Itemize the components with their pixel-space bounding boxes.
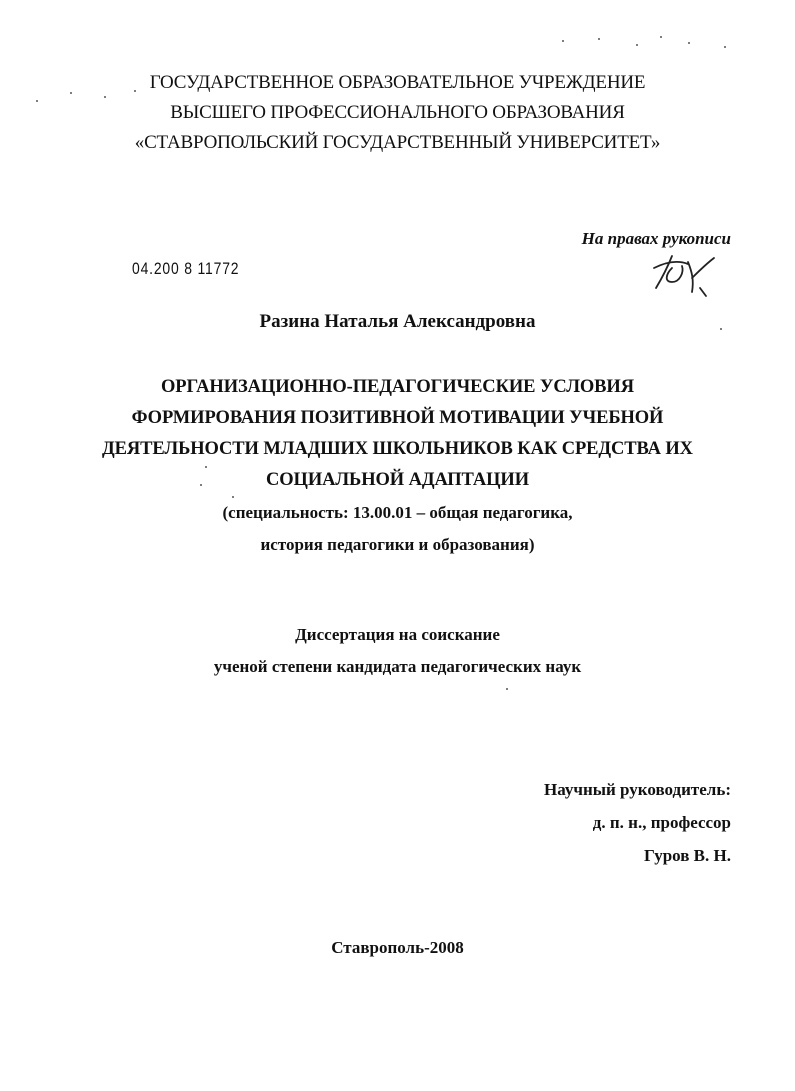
specialty-line-2: история педагогики и образования): [260, 535, 535, 554]
supervisor-rank: д. п. н., профессор: [592, 813, 731, 832]
scan-speck: [598, 38, 600, 40]
scan-speck: [636, 44, 638, 46]
institution-line-1: ГОСУДАРСТВЕННОЕ ОБРАЗОВАТЕЛЬНОЕ УЧРЕЖДЕНИЕ: [149, 72, 646, 93]
registration-stamp: 04.200 8 11772: [132, 259, 240, 278]
title-line-3: ДЕЯТЕЛЬНОСТИ МЛАДШИХ ШКОЛЬНИКОВ КАК СРЕДСТВА ИХ: [102, 439, 693, 459]
supervisor-label: Научный руководитель:: [544, 780, 731, 799]
scan-speck: [724, 46, 726, 48]
author-name: Разина Наталья Александровна: [259, 311, 536, 332]
scan-speck: [104, 96, 106, 98]
degree-line-2: ученой степени кандидата педагогических наук: [213, 657, 582, 676]
supervisor-name: Гуров В. Н.: [644, 846, 731, 865]
scan-speck: [506, 688, 508, 690]
scan-speck: [232, 496, 234, 498]
title-line-4: СОЦИАЛЬНОЙ АДАПТАЦИИ: [265, 470, 530, 490]
institution-line-2: ВЫСШЕГО ПРОФЕССИОНАЛЬНОГО ОБРАЗОВАНИЯ: [170, 102, 625, 123]
scan-speck: [562, 40, 564, 42]
scan-speck: [688, 42, 690, 44]
scan-speck: [660, 36, 662, 38]
manuscript-note: На правах рукописи: [581, 229, 731, 248]
specialty-line-1: (специальность: 13.00.01 – общая педагогика,: [222, 503, 573, 522]
scan-speck: [205, 466, 207, 468]
title-line-2: ФОРМИРОВАНИЯ ПОЗИТИВНОЙ МОТИВАЦИИ УЧЕБНОЙ: [131, 408, 664, 428]
signature-icon: [648, 248, 720, 298]
degree-line-1: Диссертация на соискание: [295, 625, 500, 644]
place-year: Ставрополь-2008: [331, 938, 464, 957]
institution-line-3: «СТАВРОПОЛЬСКИЙ ГОСУДАРСТВЕННЫЙ УНИВЕРСИТЕТ»: [134, 132, 661, 153]
title-line-1: ОРГАНИЗАЦИОННО-ПЕДАГОГИЧЕСКИЕ УСЛОВИЯ: [161, 377, 634, 397]
